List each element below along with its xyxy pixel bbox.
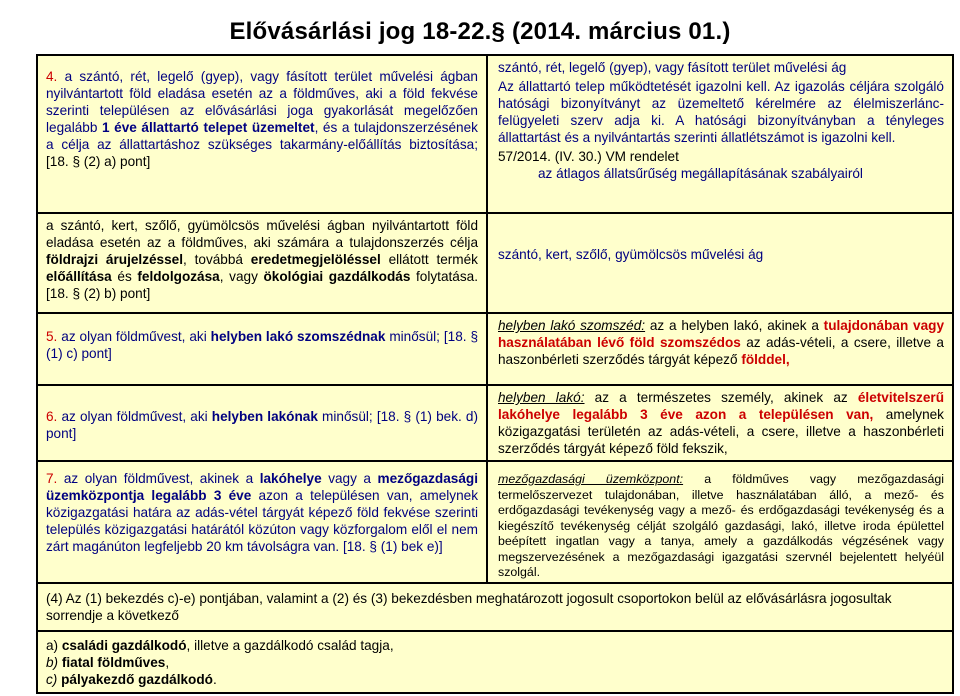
item-5-t2: minősül; [18. § (1) c) pont] [46,329,479,361]
row-4-right-cell [487,55,953,213]
item-number-7: 7. [46,471,58,486]
row-4-left-cell [37,55,487,213]
right-5-b1: tulajdonában vagy használatában lévő föld szomszédos [498,318,945,350]
item-2b-t6: folytatása. [18. § (2) b) pont] [46,269,478,301]
right-4-p2: 57/2014. (IV. 30.) VM rendelet [498,149,679,164]
list-item-b: b) fiatal földműves, [46,655,170,670]
row-6-left-cell [37,385,487,461]
row-7-left-cell [37,461,487,583]
item-4-text-a: a szántó, rét, legelő (gyep), vagy fásított terület művelési ágban nyilvántartott föld eladása esetén az a földműves, aki a föld fekvése szerinti településen az elővásárlási joga gyakorlását megelőzően legalább [46,69,478,135]
item-number-4: 4. [46,69,58,84]
term-helyben-lako: helyben lakó: [498,390,585,405]
item-2b-b2: eredetmegjelöléssel [250,252,381,267]
right-5-b2: földdel, [741,352,790,367]
paragraph-4-cell [37,583,953,631]
right-4-head: szántó, rét, legelő (gyep), vagy fásított terület művelési ág [498,60,847,75]
right-6-t1: az a természetes személy, akinek az [584,390,858,405]
term-helyben-lako-szomszed: helyben lakó szomszéd: [498,318,646,333]
right-5-t2: az adás-vételi, a csere, illetve a haszonbérleti szerződés tárgyát képező [498,335,944,367]
right-2b-text: szántó, kert, szőlő, gyümölcsös művelési ág [498,247,764,262]
item-6-t1: az olyan földművest, aki [57,409,212,424]
item-2b-t5: , vagy [219,269,264,284]
item-2b-t1: a szántó, kert, szőlő, gyümölcsös művelési ágban nyilvántartott föld eladása esetén az a földműves, aki számára a tulajdonszerzés célja [46,218,478,250]
item-7-t3: azon a településen van, amelynek közigazgatási határa az adás-vétel tárgyát képező föld fekvése szerinti település közigazgatási határától közúton vagy közforgalom elől el nem zárt magánúton legfeljebb 20 km távolságra van. [18. § (1) bek e)] [46,488,478,554]
item-2b-b3: előállítása [46,269,112,284]
row-7-right-cell [487,461,953,583]
item-6-t2: minősül; [18. § (1) bek. d) pont] [46,409,478,441]
item-7-t2: vagy a [321,471,378,486]
item-7-b2: mezőgazdasági üzemközpontja legalább 3 éve [46,471,478,503]
page-title: Elővásárlási jog 18-22.§ (2014. március 01.) [229,18,731,45]
item-2b-t3: ellátott termék [380,252,478,267]
item-2b-t4: és [111,269,138,284]
item-7-t1: az olyan földművest, akinek a [57,471,260,486]
item-4-bold: 1 éve állattartó telepet üzemeltet [102,120,315,135]
paragraph-4-text: (4) Az (1) bekezdés c)-e) pontjában, valamint a (2) és (3) bekezdésben meghatározott jogosult csoportokon belül az elővásárlásra jogosultak sorrendje a következő [46,591,892,623]
row-5-right-cell [487,313,953,385]
row-5-left-cell [37,313,487,385]
list-item-c: c) pályakezdő gazdálkodó. [46,672,217,687]
item-2b-b5: ökológiai gazdálkodás [263,269,411,284]
right-6-t2: amelynek közigazgatási területén az adás-vételi, a csere, illetve a haszonbérleti szerződés tárgyát képező föld fekszik, [498,407,944,456]
item-2b-b4: feldolgozása [137,269,220,284]
priority-list-cell [37,631,953,693]
item-4-text-b: , és a tulajdonszerzésének a célja az állattartáshoz szükséges takarmány-előállítás biztosítása; [46,120,478,152]
row-2b-left-cell [37,213,487,313]
item-4-ref: [18. § (2) a) pont] [46,154,151,169]
right-4-p3: az átlagos állatsűrűség megállapításának szabályairól [538,166,863,181]
right-5-t1: az a helyben lakó, akinek a [645,318,824,333]
right-7-t1: a földműves vagy mezőgazdasági termelőszervezet tulajdonában, illetve használatában álló, a mező- és erdőgazdasági tevékenység vagy a mező- és erdőgazdasági tevékenység és a kiegészítő tevékenység célját szolgáló gazdasági, lakó, illetve iroda épülettel beépített ingatlan vagy a tanya, amely a gazdálkodás végzésének vagy megszervezésének a mezőgazdasági igazgatási szervnél bejelentett helyéül szolgál. [498,472,944,579]
item-7-b1: lakóhelye [259,471,322,486]
content-table [36,54,954,694]
item-2b-b1: földrajzi árujelzéssel [46,252,184,267]
item-5-b1: helyben lakó szomszédnak [210,329,386,344]
list-item-a: a) családi gazdálkodó, illetve a gazdálkodó család tagja, [46,638,394,653]
item-5-t1: az olyan földművest, aki [57,329,211,344]
right-6-b1: életvitelszerű lakóhelye legalább 3 éve azon a településen van, [498,390,944,422]
row-2b-right-cell [487,213,953,313]
term-mezogazdasagi-uzemkozpont: mezőgazdasági üzemközpont: [498,472,684,486]
right-4-p1: Az állattartó telep működtetését igazolni kell. Az igazolás céljára szolgáló hatósági bizonyítványt az üzemeltető kérelmére az élelmiszerlánc-felügyeleti szerv adja ki. A hatósági bizonyítványban a tényleges állattartást és a nyilvántartás szerinti állatlétszámot is igazolni kell. [498,79,944,145]
row-6-right-cell [487,385,953,461]
item-2b-t2: , továbbá [183,252,251,267]
item-number-6: 6. [46,409,58,424]
item-6-b1: helyben lakónak [211,409,318,424]
item-number-5: 5. [46,329,58,344]
